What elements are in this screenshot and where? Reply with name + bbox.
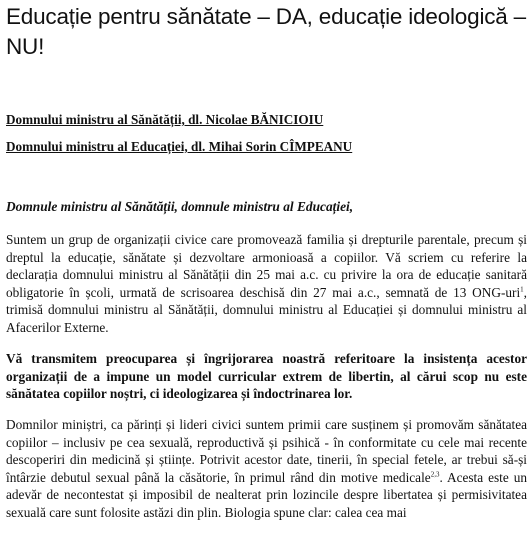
paragraph-text: , trimisă domnului ministru al Sănătății, domnului ministru al Educației și domnului ministru al Afacerilor Externe. xyxy=(6,284,527,335)
addressee-education-minister: Domnului ministru al Educației, dl. Mihai Sorin CÎMPEANU xyxy=(6,139,353,154)
footnote-ref: 1 xyxy=(520,285,524,294)
paragraph-text: Domnilor miniștri, ca părinți și lideri civici suntem primii care susținem și promovăm sănătatea copiilor – inclusiv pe cea sexuală, reproductivă și psihică - în conformitate cu cele mai recente descoperiri din medicină și științe. Potrivit acestor date, tinerii, în special fetele, ar trebui să-și întârzie debutul sexual până la căsătorie, în primul rând din motive medicale xyxy=(6,417,527,485)
paragraph-text: Suntem un grup de organizații civice care promovează familia și drepturile parentale, precum și dreptul la educație, sănătate și dezvoltare armonioasă a copiilor. Vă scriem cu referire la declarația domnului ministru al Sănătății din 25 mai a.c. cu privire la ora de educație sanitară obligatorie în școli, urmată de scrisoarea deschisă din 27 mai a.c., semnată de 13 ONG-uri xyxy=(6,232,527,300)
paragraph-text: . Acesta este un adevăr de necontestat și imposibil de nealterat prin lozincile despre libertatea și permisivitatea sexuală care sunt folosite astăzi din plin. Biologia spune clar: calea cea mai xyxy=(6,469,527,520)
document-title: Educație pentru sănătate – DA, educație ideologică – NU! xyxy=(6,4,526,59)
addressee-health-minister: Domnului ministru al Sănătății, dl. Nicolae BĂNICIOIU xyxy=(6,112,324,127)
footnote-ref: 2,3 xyxy=(430,470,440,479)
paragraph-introduction xyxy=(6,231,527,337)
paragraph-concern: Vă transmitem preocuparea și îngrijorarea noastră referitoare la insistența acestor organizații de a impune un model curricular extrem de libertin, al cărui scop nu este sănătatea copiilor noștri, ci ideologizarea și îndoctrinarea lor. xyxy=(6,351,527,402)
salutation: Domnule ministru al Sănătății, domnule ministru al Educației, xyxy=(6,199,354,214)
paragraph-argument xyxy=(6,416,527,522)
